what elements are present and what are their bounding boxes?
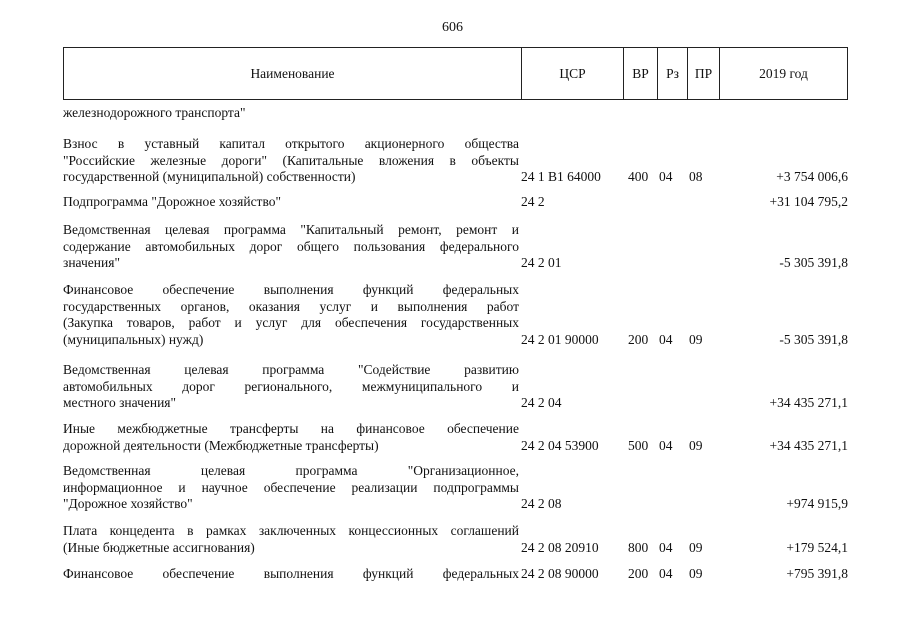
row-vr: 800: [628, 539, 649, 555]
row-amount: +795 391,8: [786, 566, 848, 581]
row-name-line: Плата концедента в рамках заключенных концессионных соглашений: [63, 523, 519, 538]
row-name: [63, 136, 519, 186]
row-name-line: Иные межбюджетные трансферты на финансовое обеспечение: [63, 421, 519, 436]
row-amount: +31 104 795,2: [769, 194, 848, 209]
row-name-line: "Российские железные дороги" (Капитальные вложения в объекты: [63, 152, 519, 168]
row-name-line: содержание автомобильных дорог общего пользования федерального: [63, 238, 519, 254]
header-csr: ЦСР: [521, 48, 623, 99]
row-csr: 24 2 01 90000: [521, 331, 599, 347]
row-name: [63, 566, 519, 583]
row-name-line: дорожной деятельности (Межбюджетные трансферты): [63, 437, 379, 453]
row-name-line: (Иные бюджетные ассигнования): [63, 539, 255, 555]
header-name: Наименование: [250, 66, 335, 81]
row-rz: 04: [659, 437, 673, 453]
row-vr: 200: [628, 566, 649, 581]
row-name: [63, 463, 519, 513]
row-rz: 04: [659, 169, 673, 184]
row-name-line: Ведомственная целевая программа "Капитальный ремонт, ремонт и: [63, 222, 519, 237]
row-name-line: "Дорожное хозяйство": [63, 496, 193, 511]
row-amount: -5 305 391,8: [779, 255, 848, 270]
row-name-line: Ведомственная целевая программа "Содействие развитию: [63, 362, 519, 377]
row-csr: 24 2 01: [521, 255, 562, 270]
row-name-line: (муниципальных) нужд): [63, 331, 204, 347]
row-rz: 04: [659, 566, 673, 581]
header-vr: ВР: [623, 48, 657, 99]
header-pr: ПР: [687, 48, 719, 99]
row-name-line: Ведомственная целевая программа "Организационное,: [63, 463, 519, 478]
row-name: [63, 523, 519, 556]
row-csr: 24 2 08 20910: [521, 539, 599, 555]
row-amount: -5 305 391,8: [779, 331, 848, 347]
row-csr: 24 1 В1 64000: [521, 169, 601, 184]
row-name-line: местного значения": [63, 395, 177, 410]
row-rz: 04: [659, 539, 673, 555]
row-amount: +34 435 271,1: [769, 437, 848, 453]
row-name-line: Финансовое обеспечение выполнения функций федеральных: [63, 566, 519, 581]
row-csr: 24 2 08: [521, 496, 562, 511]
row-pr: 09: [689, 331, 703, 347]
row-name: [63, 282, 519, 348]
header-year: 2019 год: [719, 48, 847, 99]
row-name-line: Финансовое обеспечение выполнения функций федеральных: [63, 282, 519, 297]
row-rz: 04: [659, 331, 673, 347]
row-name: [63, 194, 519, 211]
row-pr: 08: [689, 169, 703, 184]
row-name: [63, 105, 519, 122]
row-amount: +974 915,9: [786, 496, 848, 511]
row-csr: 24 2 04: [521, 395, 562, 410]
row-amount: +179 524,1: [786, 539, 848, 555]
row-pr: 09: [689, 539, 703, 555]
row-name-line: железнодорожного транспорта": [63, 105, 246, 120]
row-name-line: (Закупка товаров, работ и услуг для обеспечения государственных: [63, 315, 519, 330]
row-pr: 09: [689, 566, 703, 581]
row-name-line: значения": [63, 255, 120, 270]
table-header: [63, 47, 848, 100]
row-csr: 24 2 04 53900: [521, 437, 599, 453]
row-name: [63, 222, 519, 272]
row-pr: 09: [689, 437, 703, 453]
row-name-line: Подпрограмма "Дорожное хозяйство": [63, 194, 281, 209]
row-csr: 24 2: [521, 194, 545, 209]
row-vr: 400: [628, 169, 649, 184]
row-vr: 200: [628, 331, 649, 347]
row-amount: +3 754 006,6: [776, 169, 848, 184]
row-name-line: Взнос в уставный капитал открытого акционерного общества: [63, 136, 519, 151]
page-number: 606: [442, 20, 463, 35]
row-name-line: государственной (муниципальной) собственности): [63, 169, 356, 184]
row-name-line: автомобильных дорог регионального, межмуниципального и: [63, 378, 519, 394]
row-name-line: информационное и научное обеспечение реализации подпрограммы: [63, 479, 519, 495]
row-name: [63, 421, 519, 454]
row-vr: 500: [628, 437, 649, 453]
header-rz: Рз: [657, 48, 687, 99]
row-csr: 24 2 08 90000: [521, 566, 599, 581]
row-amount: +34 435 271,1: [769, 395, 848, 410]
row-name: [63, 362, 519, 412]
row-name-line: государственных органов, оказания услуг и выполнения работ: [63, 298, 519, 314]
